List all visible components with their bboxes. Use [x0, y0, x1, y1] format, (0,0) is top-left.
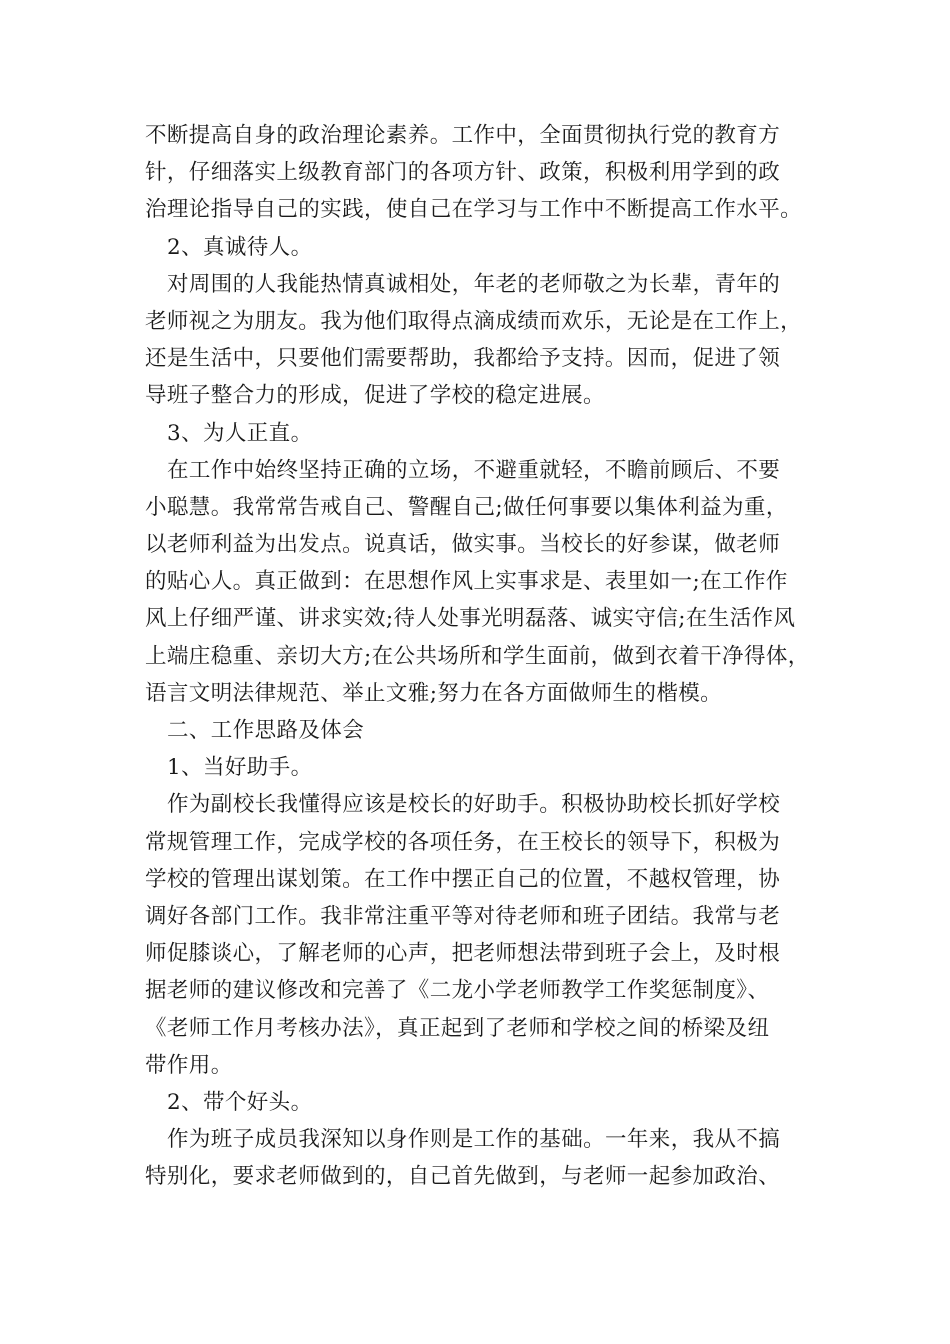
text-line: 3、为人正直。: [167, 420, 313, 446]
text-line: 的贴心人。真正做到：在思想作风上实事求是、表里如一;在工作作: [145, 569, 788, 595]
text-line: 据老师的建议修改和完善了《二龙小学老师教学工作奖惩制度》、: [145, 978, 770, 1004]
text-line: 语言文明法律规范、举止文雅;努力在各方面做师生的楷模。: [145, 680, 723, 706]
text-line: 以老师利益为出发点。说真话，做实事。当校长的好参谋，做老师: [145, 532, 781, 558]
text-line: 导班子整合力的形成，促进了学校的稳定进展。: [145, 383, 605, 409]
text-line: 特别化，要求老师做到的，自己首先做到，与老师一起参加政治、: [145, 1164, 781, 1190]
text-line: 1、当好助手。: [167, 755, 313, 781]
text-line: 带作用。: [145, 1052, 233, 1078]
text-line: 对周围的人我能热情真诚相处，年老的老师敬之为长辈，青年的: [167, 271, 781, 297]
text-line: 风上仔细严谨、讲求实效;待人处事光明磊落、诚实守信;在生活作风: [145, 606, 796, 632]
text-line: 2、带个好头。: [167, 1089, 313, 1115]
text-line: 2、真诚待人。: [167, 234, 313, 260]
text-line: 常规管理工作，完成学校的各项任务，在王校长的领导下，积极为: [145, 829, 781, 855]
document-body: [145, 117, 810, 1195]
text-line: 针，仔细落实上级教育部门的各项方针、政策，积极利用学到的政: [145, 160, 781, 186]
text-line: 还是生活中，只要他们需要帮助，我都给予支持。因而，促进了领: [145, 346, 781, 372]
text-line: 作为副校长我懂得应该是校长的好助手。积极协助校长抓好学校: [167, 792, 781, 818]
text-line: 不断提高自身的政治理论素养。工作中，全面贯彻执行党的教育方: [145, 123, 781, 148]
text-line: 治理论指导自己的实践，使自己在学习与工作中不断提高工作水平。: [145, 197, 803, 223]
text-line: 作为班子成员我深知以身作则是工作的基础。一年来，我从不搞: [167, 1127, 781, 1153]
text-line: 《老师工作月考核办法》，真正起到了老师和学校之间的桥梁及纽: [145, 1015, 770, 1041]
text-line: 师促膝谈心，了解老师的心声，把老师想法带到班子会上，及时根: [145, 941, 781, 967]
text-line: 调好各部门工作。我非常注重平等对待老师和班子团结。我常与老: [145, 903, 781, 929]
text-line: 在工作中始终坚持正确的立场，不避重就轻，不瞻前顾后、不要: [167, 457, 781, 483]
text-line: 二、工作思路及体会: [167, 718, 365, 743]
text-line: 学校的管理出谋划策。在工作中摆正自己的位置，不越权管理，协: [145, 866, 781, 892]
text-line: 老师视之为朋友。我为他们取得点滴成绩而欢乐，无论是在工作上，: [145, 308, 803, 334]
text-line: 上端庄稳重、亲切大方;在公共场所和学生面前，做到衣着干净得体，: [145, 643, 810, 669]
text-line: 小聪慧。我常常告戒自己、警醒自己;做任何事要以集体利益为重，: [145, 494, 788, 520]
